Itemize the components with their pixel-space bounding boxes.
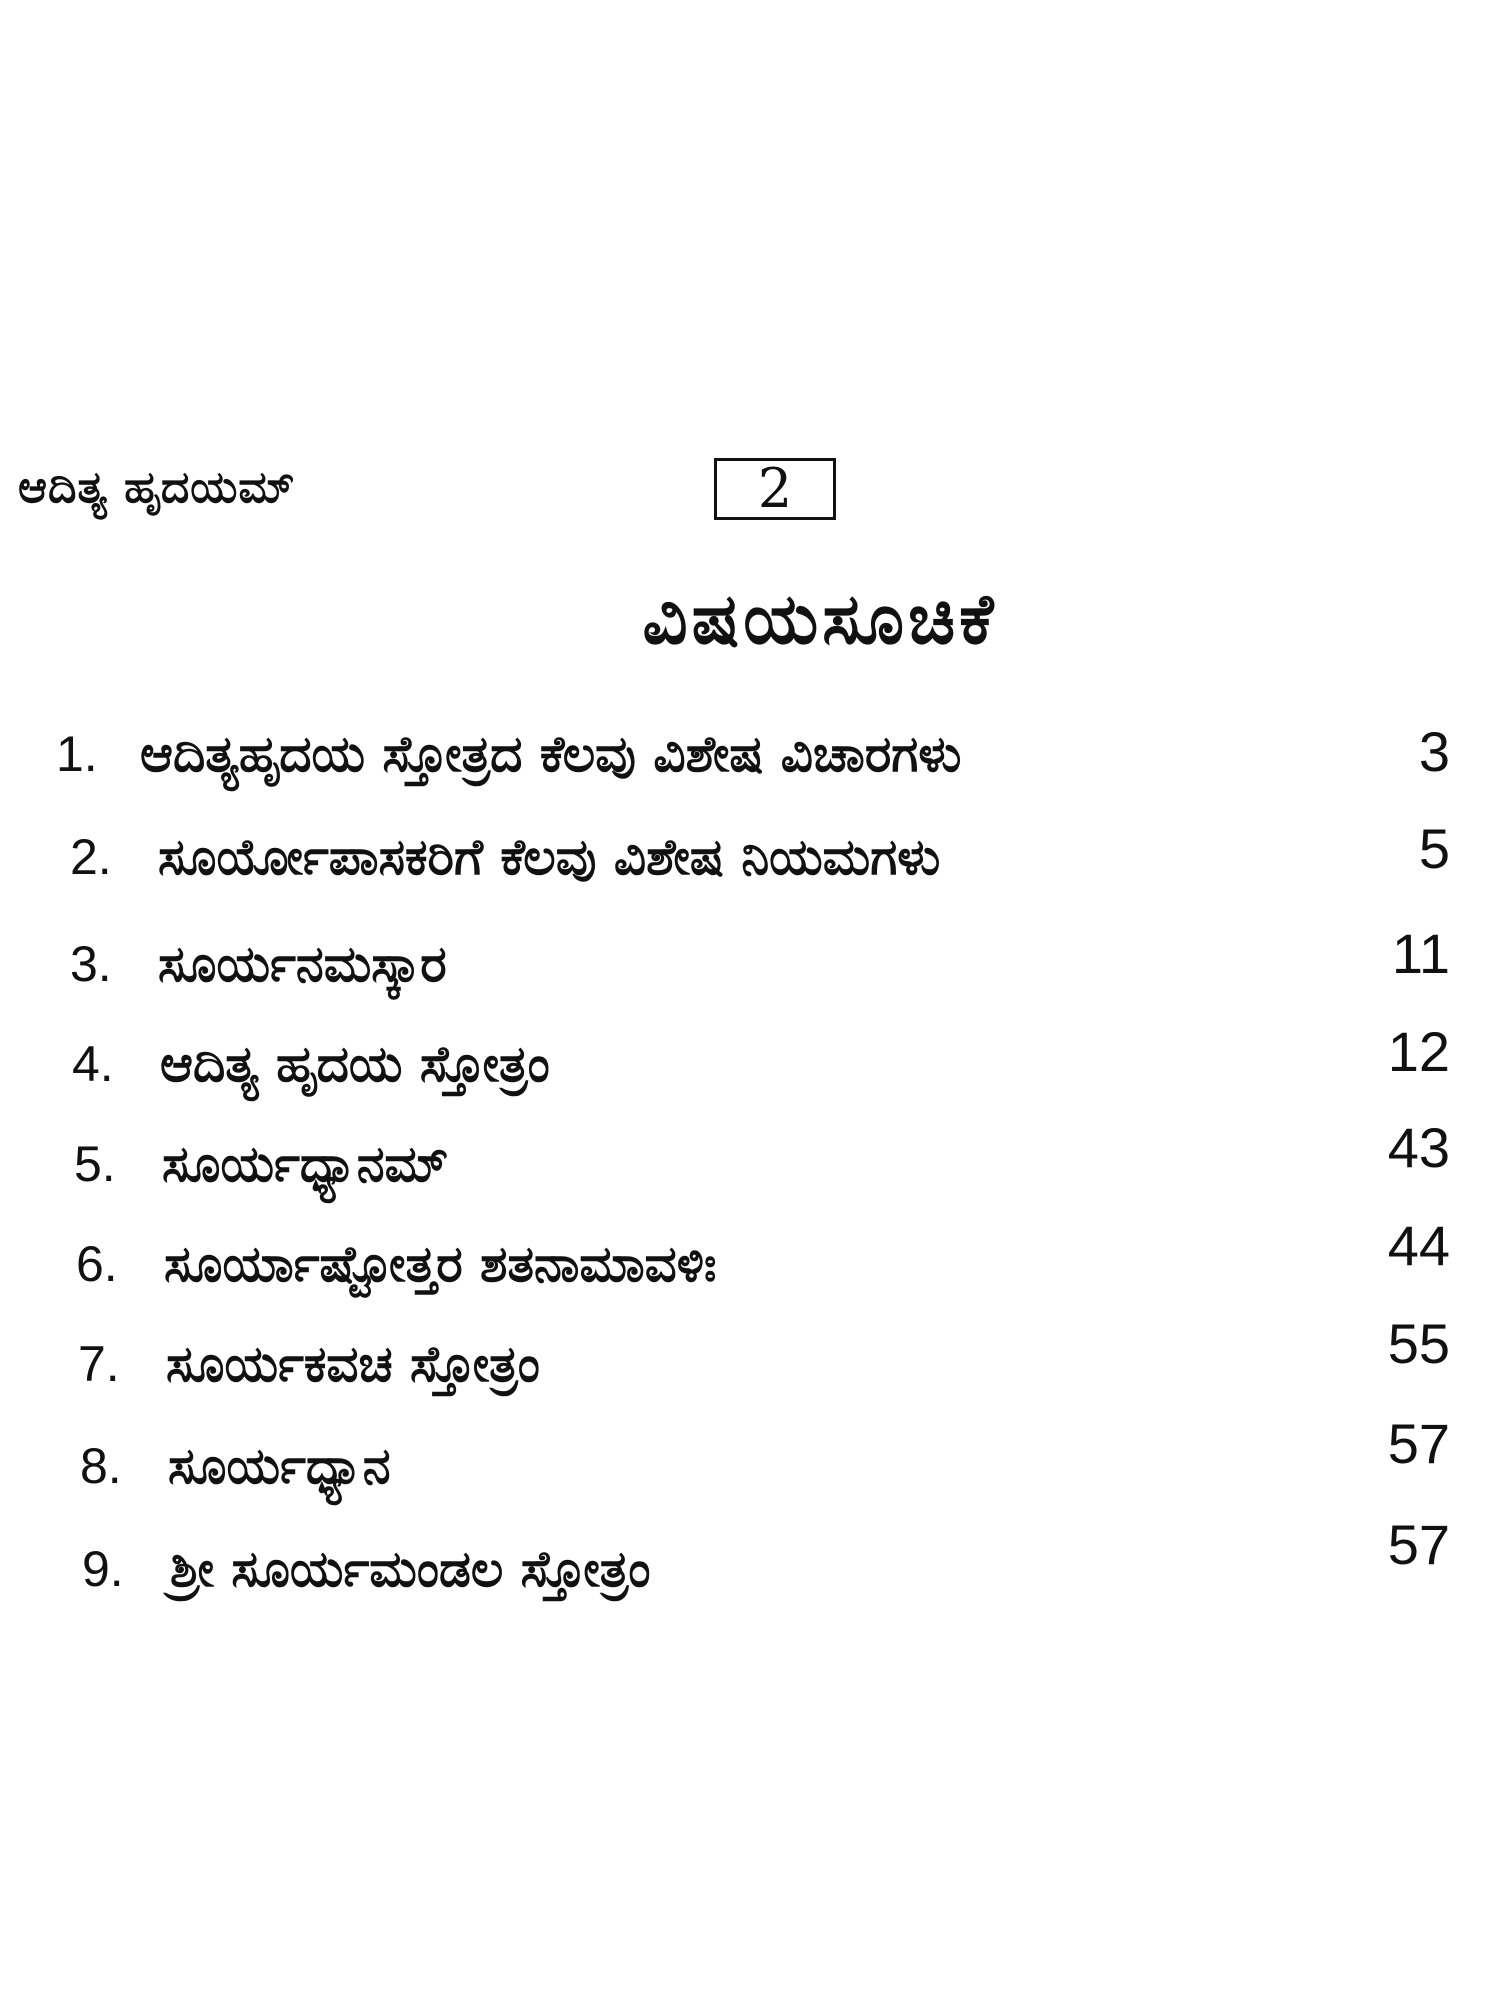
toc-entry-number: 3. (70, 936, 112, 992)
toc-entry-page: 43 (1387, 1116, 1450, 1179)
toc-entry-number: 5. (74, 1136, 116, 1192)
toc-entry-page: 3 (1418, 720, 1450, 783)
toc-entry-title: ಸೂರ್ಯಧ್ಯಾನ (168, 1437, 391, 1495)
toc-entry-number: 6. (76, 1236, 118, 1292)
toc-entry-page: 44 (1387, 1214, 1450, 1277)
toc-entry-number: 8. (80, 1438, 122, 1494)
toc-entry-page: 57 (1387, 1513, 1450, 1576)
running-header-title: ಆದಿತ್ಯ ಹೃದಯಮ್ (18, 462, 296, 513)
toc-entry-page: 11 (1391, 922, 1450, 985)
toc-entry-title: ಸೂರ್ಯಕವಚ ಸ್ತೋತ್ರಂ (166, 1335, 540, 1393)
toc-entry-number: 9. (82, 1541, 124, 1597)
toc-entry-number: 1. (56, 726, 98, 782)
toc-entry-title: ಆದಿತ್ಯಹೃದಯ ಸ್ತೋತ್ರದ ಕೆಲವು ವಿಶೇಷ ವಿಚಾರಗಳು (140, 725, 962, 783)
toc-entry-title: ಸೂರ್ಯಾಷ್ಟೋತ್ತರ ಶತನಾಮಾವಳಿಃ (164, 1235, 717, 1293)
toc-entry-number: 4. (72, 1036, 114, 1092)
page-number-box: 2 (714, 458, 836, 520)
toc-entry-title: ಆದಿತ್ಯ ಹೃದಯ ಸ್ತೋತ್ರಂ (160, 1035, 550, 1093)
toc-entry-5 (0, 1116, 1500, 1215)
toc-entry-1 (0, 720, 1500, 805)
toc-entry-title: ಶ್ರೀ ಸೂರ್ಯಮಂಡಲ ಸ್ತೋತ್ರಂ (170, 1540, 651, 1598)
toc-entry-6 (0, 1214, 1500, 1315)
toc-entry-3 (0, 922, 1500, 1015)
toc-entry-2 (0, 817, 1500, 908)
toc-entry-9 (0, 1513, 1500, 1620)
toc-entry-7 (0, 1312, 1500, 1415)
toc-entry-number: 7. (78, 1336, 120, 1392)
toc-entry-page: 57 (1387, 1412, 1450, 1475)
toc-entry-title: ಸೂರ್ಯಧ್ಯಾನಮ್ (162, 1135, 449, 1193)
toc-entry-4 (0, 1020, 1500, 1115)
toc-entry-page: 55 (1387, 1312, 1450, 1375)
toc-entry-number: 2. (70, 829, 112, 885)
toc-entry-8 (0, 1412, 1500, 1517)
toc-entry-title: ಸೂರ್ಯನಮಸ್ಕಾರ (158, 935, 447, 993)
toc-entry-page: 12 (1387, 1020, 1450, 1083)
toc-entry-title: ಸೂರ್ಯೋಪಾಸಕರಿಗೆ ಕೆಲವು ವಿಶೇಷ ನಿಯಮಗಳು (158, 828, 941, 886)
toc-title: ವಿಷಯಸೂಚಿಕೆ (642, 578, 998, 660)
toc-entry-page: 5 (1418, 817, 1450, 880)
